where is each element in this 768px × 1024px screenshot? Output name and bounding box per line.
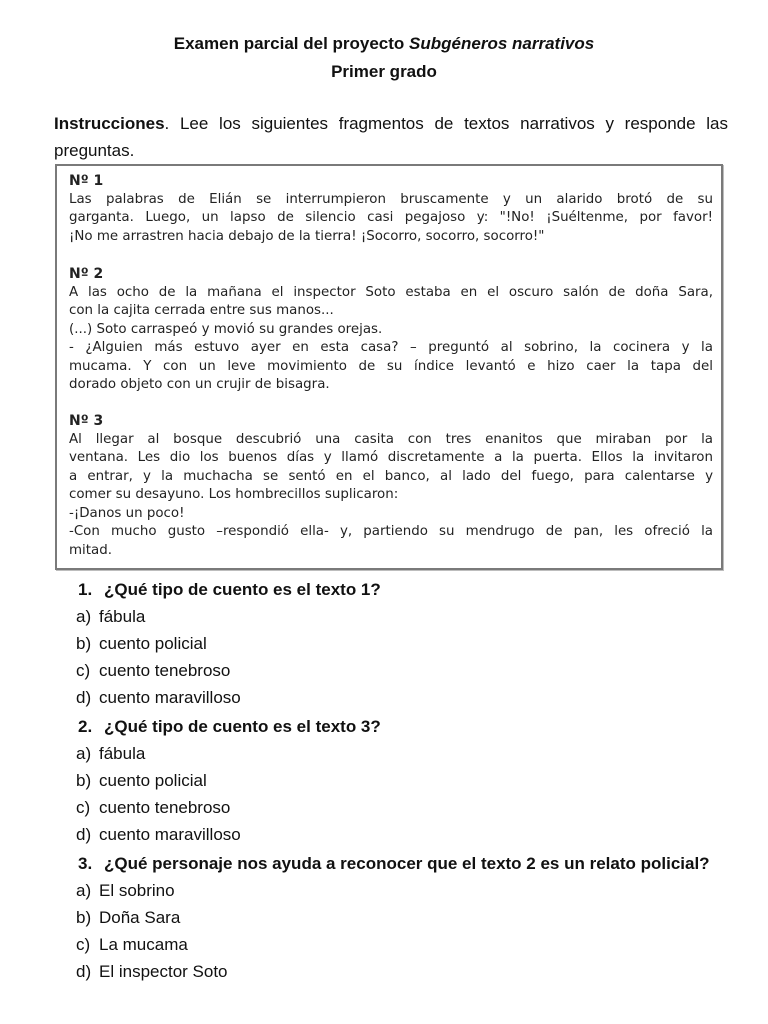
option-text: cuento tenebroso: [99, 661, 231, 680]
option-letter: d): [76, 688, 92, 707]
question-text: ¿Qué personaje nos ayuda a reconocer que el texto 2 es un relato policial?: [104, 854, 710, 873]
title-prefix: Examen parcial del proyecto: [173, 34, 405, 53]
option-item[interactable]: [76, 771, 207, 791]
option-letter: c): [76, 798, 91, 817]
option-text: cuento policial: [99, 771, 207, 790]
question-number: 1.: [78, 580, 93, 599]
fragment-line: garganta. Luego, un lapso de silencio casi pegajoso y: "!No! ¡Suéltenme, por favor!: [69, 210, 713, 225]
fragment-2: [69, 265, 713, 395]
fragment-number: Nº 3: [69, 413, 104, 429]
option-letter: a): [76, 607, 92, 626]
fragment-line: mitad.: [69, 542, 112, 558]
instructions-label: Instrucciones: [54, 114, 165, 133]
fragment-line: ventana. Les dio los buenos días y llamó discretamente a la puerta. Ellos la invitaron: [69, 450, 713, 465]
instructions: [54, 110, 728, 164]
fragment-line: con la cajita cerrada entre sus manos...: [69, 303, 334, 318]
fragment-line: - ¿Alguien más estuvo ayer en esta casa? – preguntó al sobrino, la cocinera y la: [69, 340, 713, 355]
fragment-line: dorado objeto con un crujir de bisagra.: [69, 377, 330, 392]
option-letter: a): [76, 881, 92, 900]
option-item[interactable]: [76, 798, 230, 818]
option-item[interactable]: [76, 607, 145, 627]
question-2: [76, 717, 381, 737]
fragment-line: ¡No me arrastren hacia debajo de la tierra! ¡Socorro, socorro, socorro!": [69, 228, 545, 244]
question-text: ¿Qué tipo de cuento es el texto 3?: [104, 717, 381, 736]
option-letter: a): [76, 744, 92, 763]
option-item[interactable]: [76, 825, 241, 845]
exam-subtitle: Primer grado: [331, 62, 437, 81]
option-item[interactable]: [76, 881, 175, 901]
fragment-line: Al llegar al bosque descubrió una casita con tres enanitos que miraban por la: [69, 431, 713, 447]
option-item[interactable]: [76, 688, 241, 708]
option-text: cuento tenebroso: [99, 798, 231, 817]
fragment-1: [69, 172, 713, 246]
fragment-line: a entrar, y la muchacha se sentó en el banco, al lado del fuego, para calentarse y: [69, 468, 713, 484]
option-item[interactable]: [76, 962, 228, 982]
option-letter: b): [76, 908, 92, 927]
option-letter: b): [76, 634, 92, 653]
option-text: cuento maravilloso: [99, 825, 241, 844]
fragment-line: Las palabras de Elián se interrumpieron bruscamente y un alarido brotó de su: [69, 191, 713, 207]
fragment-line: (...) Soto carraspeó y movió su grandes orejas.: [69, 321, 383, 337]
option-item[interactable]: [76, 634, 207, 654]
fragment-number: Nº 1: [69, 173, 104, 189]
fragment-line: -Con mucho gusto –respondió ella- y, partiendo su mendrugo de pan, les ofreció la: [69, 524, 713, 539]
option-item[interactable]: [76, 908, 180, 928]
fragment-line: A las ocho de la mañana el inspector Soto estaba en el oscuro salón de doña Sara,: [69, 284, 713, 300]
option-text: fábula: [99, 607, 146, 626]
option-item[interactable]: [76, 661, 230, 681]
fragment-line: mucama. Y con un leve movimiento de su índice levantó e hizo caer la tapa del: [69, 358, 713, 374]
option-item[interactable]: [76, 935, 188, 955]
fragment-line: -¡Danos un poco!: [69, 505, 185, 521]
option-text: El sobrino: [99, 881, 175, 900]
option-letter: c): [76, 935, 91, 954]
question-number: 3.: [78, 854, 93, 873]
option-text: El inspector Soto: [99, 962, 228, 981]
fragment-3: [69, 412, 713, 560]
option-letter: d): [76, 962, 92, 981]
title-project-name: Subgéneros narrativos: [409, 34, 595, 53]
option-text: Doña Sara: [99, 908, 181, 927]
option-text: cuento maravilloso: [99, 688, 241, 707]
question-text: ¿Qué tipo de cuento es el texto 1?: [104, 580, 381, 599]
fragment-number: Nº 2: [69, 266, 104, 282]
question-1: [76, 580, 381, 600]
option-text: fábula: [99, 744, 146, 763]
fragments-box: [55, 164, 723, 570]
fragment-line: comer su desayuno. Los hombrecillos suplicaron:: [69, 487, 399, 502]
exam-title: [0, 30, 768, 86]
question-3: [76, 854, 710, 874]
title-line: [0, 30, 768, 58]
option-text: La mucama: [99, 935, 188, 954]
option-letter: d): [76, 825, 92, 844]
question-number: 2.: [78, 717, 93, 736]
instructions-text: . Lee los siguientes fragmentos de textos narrativos y responde las preguntas.: [54, 114, 728, 160]
option-text: cuento policial: [99, 634, 207, 653]
option-letter: c): [76, 661, 91, 680]
option-letter: b): [76, 771, 92, 790]
option-item[interactable]: [76, 744, 145, 764]
